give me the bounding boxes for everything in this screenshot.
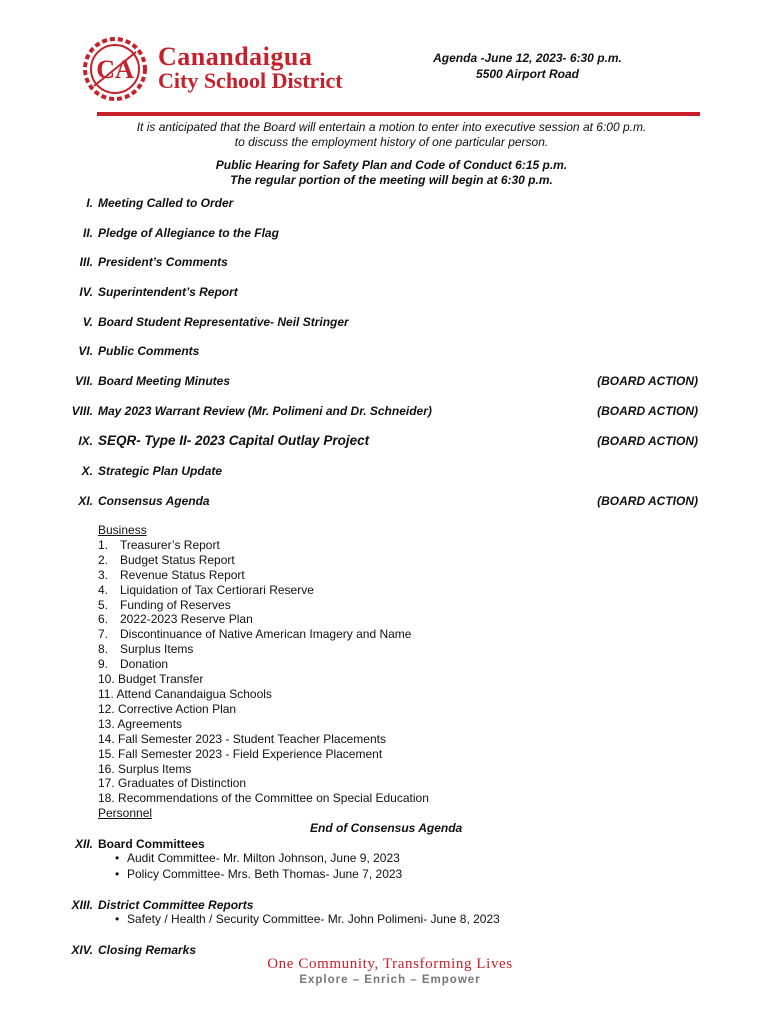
intro-line-1: It is anticipated that the Board will entertain a motion to enter into executive session at 6:00 p.m. [136,120,647,134]
item-label: District Committee Reports [98,898,254,912]
district-emblem-icon [82,36,148,102]
item-number: VII. [74,374,93,388]
bullet-icon: • [115,866,120,881]
item-label: Board Committees [98,837,205,851]
executive-session-note [90,120,693,150]
agenda-item [0,432,770,450]
list-item: 9. Donation [98,657,169,672]
public-hearing-note [90,158,693,188]
consensus-agenda-list [98,523,429,821]
list-item: • Safety / Health / Security Committee- Mr. John Polimeni- June 8, 2023 [115,912,500,926]
board-action-label: (BOARD ACTION) [597,404,698,418]
item-label: Superintendent’s Report [98,285,238,299]
agenda-item [0,253,770,271]
agenda-item [0,194,770,212]
agenda-item [0,283,770,301]
list-item: 8. Surplus Items [98,642,194,657]
header-divider [97,112,700,116]
footer-subline: Explore – Enrich – Empower [299,974,481,986]
list-item: 6. 2022-2023 Reserve Plan [98,612,253,627]
personnel-heading: Personnel [98,806,153,821]
item-number: II. [82,226,93,240]
list-item: 11. Attend Canandaigua Schools [98,686,272,701]
bullet-icon: • [115,912,120,926]
item-number: IV. [79,285,93,299]
intro-line-2: to discuss the employment history of one particular person. [234,135,549,149]
agenda-item [0,462,770,480]
agenda-item [0,492,770,510]
list-item: 17. Graduates of Distinction [98,776,247,791]
list-item: 14. Fall Semester 2023 - Student Teacher Placements [98,731,386,746]
list-item: • Audit Committee- Mr. Milton Johnson, June 9, 2023 [115,851,400,865]
district-logo [82,36,362,102]
item-label: Consensus Agenda [98,494,210,508]
item-number: III. [79,255,93,269]
agenda-item [0,313,770,331]
board-committees-list [115,851,402,882]
agenda-item [0,402,770,420]
item-label: Pledge of Allegiance to the Flag [98,226,279,240]
district-name: Canandaigua [158,42,313,71]
list-item: • Policy Committee- Mrs. Beth Thomas- June 7, 2023 [115,866,403,881]
list-item: 16. Surplus Items [98,761,192,776]
board-action-label: (BOARD ACTION) [597,434,698,448]
list-item: 4. Liquidation of Tax Certiorari Reserve [98,582,314,597]
agenda-date: Agenda -June 12, 2023- 6:30 p.m. [433,51,622,65]
meeting-info [405,50,650,82]
item-number: I. [86,196,93,210]
item-label: May 2023 Warrant Review (Mr. Polimeni and Dr. Schneider) [98,404,432,418]
item-label: Public Comments [98,344,200,358]
item-label: SEQR- Type II- 2023 Capital Outlay Project [98,433,370,448]
list-item: 18. Recommendations of the Committee on Special Education [98,791,429,806]
item-label: Board Student Representative- Neil Stringer [98,315,349,329]
item-number: X. [81,464,93,478]
list-item: 7. Discontinuance of Native American Imagery and Name [98,627,412,642]
list-item: 12. Corrective Action Plan [98,701,237,716]
agenda-item [0,224,770,242]
item-label: President’s Comments [98,255,228,269]
item-number: VIII. [71,404,93,418]
item-number: VI. [78,344,93,358]
item-label: Meeting Called to Order [98,196,234,210]
logo-letters: CA [96,55,134,84]
footer-tagline: One Community, Transforming Lives [267,956,513,972]
business-items [98,538,429,806]
hearing-line-2: The regular portion of the meeting will begin at 6:30 p.m. [230,173,553,187]
item-number: XII. [74,837,93,851]
business-heading: Business [98,523,147,537]
district-committee-list [115,912,500,928]
agenda-item [0,372,770,390]
board-action-label: (BOARD ACTION) [597,494,698,508]
meeting-address: 5500 Airport Road [476,67,579,81]
list-item: 10. Budget Transfer [98,672,204,687]
list-item: 15. Fall Semester 2023 - Field Experience Placement [98,746,383,761]
board-action-label: (BOARD ACTION) [597,374,698,388]
agenda-item [0,342,770,360]
item-number: XIII. [71,898,93,912]
bullet-icon: • [115,851,120,865]
district-subtitle: City School District [158,68,343,93]
end-consensus-label: End of Consensus Agenda [310,821,463,835]
item-label: Strategic Plan Update [98,464,223,478]
list-item: 13. Agreements [98,716,183,731]
item-number: XIV. [71,943,93,957]
list-item: 5. Funding of Reserves [98,597,231,612]
item-number: IX. [78,434,93,448]
item-number: V. [82,315,93,329]
hearing-line-1: Public Hearing for Safety Plan and Code of Conduct 6:15 p.m. [215,158,568,172]
item-label: Board Meeting Minutes [98,374,231,388]
list-item: 1. Treasurer’s Report [98,537,220,552]
item-label: Closing Remarks [98,943,197,957]
item-number: XI. [78,494,93,508]
list-item: 2. Budget Status Report [98,552,235,567]
list-item: 3. Revenue Status Report [98,567,245,582]
